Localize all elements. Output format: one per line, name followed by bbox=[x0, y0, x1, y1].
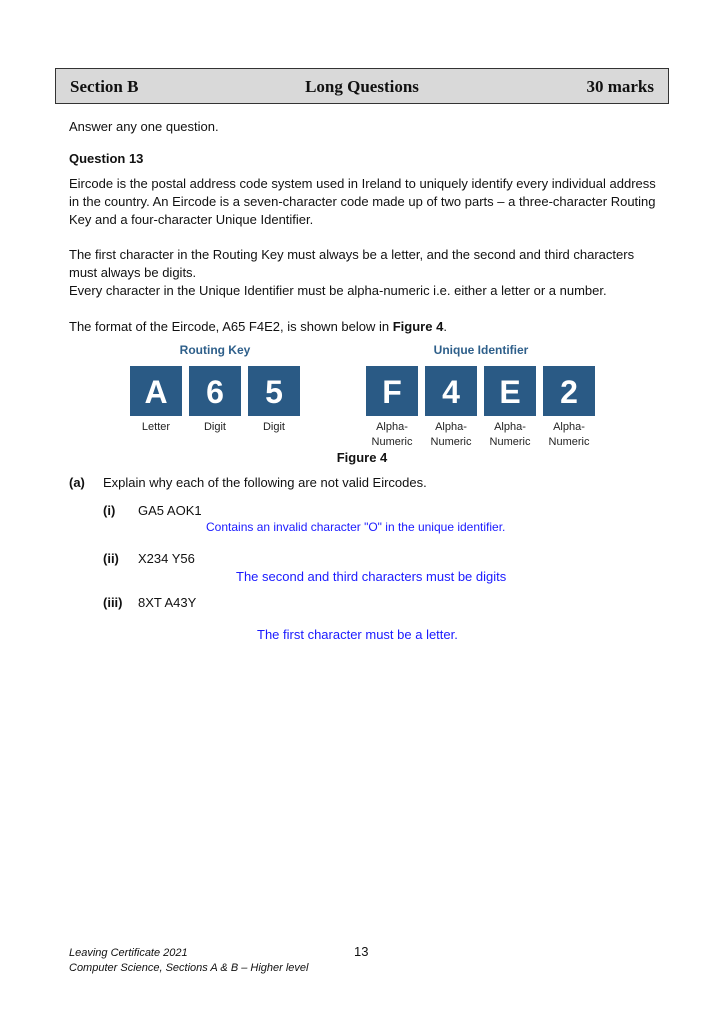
unique-caption bbox=[539, 420, 599, 450]
caption-line-2: Numeric bbox=[371, 436, 413, 448]
sub-question-number: (iii) bbox=[103, 595, 123, 610]
question-paragraph-4 bbox=[69, 318, 661, 336]
figure-reference-prefix: The format of the Eircode, A65 F4E2, is shown below in bbox=[69, 319, 393, 334]
sub-question-code: GA5 AOK1 bbox=[138, 503, 202, 518]
unique-caption bbox=[421, 420, 481, 450]
section-marks: 30 marks bbox=[586, 77, 654, 96]
page-number: 13 bbox=[354, 944, 369, 959]
section-header bbox=[55, 68, 669, 104]
figure-caption: Figure 4 bbox=[336, 450, 388, 465]
routing-char-box: 6 bbox=[189, 366, 241, 416]
figure-reference: Figure 4 bbox=[392, 319, 444, 334]
routing-key-label: Routing Key bbox=[179, 343, 251, 357]
routing-caption: Digit bbox=[262, 421, 285, 433]
caption-line-2: Numeric bbox=[489, 436, 531, 448]
caption-line-2: Numeric bbox=[430, 436, 472, 448]
caption-line-1: Alpha- bbox=[435, 421, 467, 433]
unique-identifier-label: Unique Identifier bbox=[433, 343, 529, 357]
section-title: Long Questions bbox=[305, 77, 419, 96]
sub-question-code: 8XT A43Y bbox=[138, 595, 197, 610]
routing-char-box: A bbox=[130, 366, 182, 416]
answer-text: The second and third characters must be digits bbox=[236, 569, 507, 584]
caption-line-1: Alpha- bbox=[376, 421, 408, 433]
part-a-label: (a) bbox=[69, 475, 85, 490]
question-paragraph-1: Eircode is the postal address code system used in Ireland to uniquely identify every individual address in the country. An Eircode is a seven-character code made up of two parts – a three-character Routing Key and a four-character Unique Identifier. bbox=[69, 176, 656, 227]
caption-line-1: Alpha- bbox=[553, 421, 585, 433]
section-label: Section B bbox=[70, 77, 139, 96]
footer-exam-name: Leaving Certificate 2021 bbox=[69, 947, 188, 959]
sub-question-code: X234 Y56 bbox=[138, 551, 195, 566]
routing-char-box: 5 bbox=[248, 366, 300, 416]
instruction-text: Answer any one question. bbox=[69, 119, 219, 134]
question-paragraph-3: Every character in the Unique Identifier must be alpha-numeric i.e. either a letter or a number. bbox=[69, 283, 607, 298]
unique-char-box: 4 bbox=[425, 366, 477, 416]
figure-reference-suffix: . bbox=[443, 319, 447, 334]
sub-question-number: (ii) bbox=[103, 551, 119, 566]
unique-char-box: 2 bbox=[543, 366, 595, 416]
sub-question-number: (i) bbox=[103, 503, 116, 518]
footer-paper-name: Computer Science, Sections A & B – Higher level bbox=[69, 962, 309, 974]
unique-char-box: E bbox=[484, 366, 536, 416]
question-title: Question 13 bbox=[69, 151, 144, 166]
caption-line-2: Numeric bbox=[548, 436, 590, 448]
question-paragraph-2: The first character in the Routing Key must always be a letter, and the second and third characters must always be digits. bbox=[69, 247, 635, 280]
unique-caption bbox=[480, 420, 540, 450]
routing-caption: Digit bbox=[203, 421, 226, 433]
unique-caption bbox=[362, 420, 422, 450]
unique-char-box: F bbox=[366, 366, 418, 416]
caption-line-1: Alpha- bbox=[494, 421, 526, 433]
answer-text: The first character must be a letter. bbox=[257, 627, 458, 642]
answer-text: Contains an invalid character "O" in the unique identifier. bbox=[206, 520, 506, 534]
routing-caption: Letter bbox=[141, 421, 171, 433]
part-a-prompt: Explain why each of the following are not valid Eircodes. bbox=[103, 475, 427, 490]
